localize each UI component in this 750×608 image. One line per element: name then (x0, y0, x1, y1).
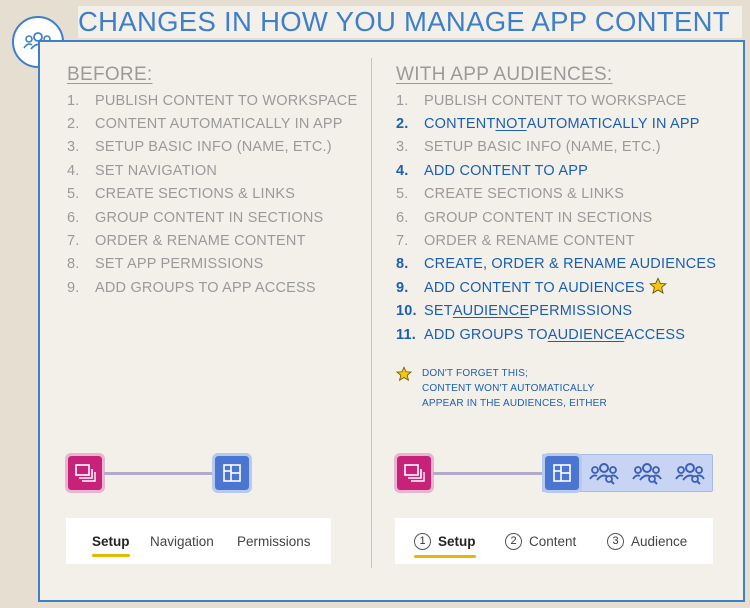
star-icon (649, 277, 667, 299)
step-number-badge: 3 (607, 533, 624, 550)
after-tab-bar (395, 518, 713, 564)
after-step: 5. CREATE SECTIONS & LINKS (396, 186, 625, 203)
tab-navigation[interactable]: Navigation (150, 533, 214, 549)
step-number-badge: 2 (505, 533, 522, 550)
column-divider (371, 58, 372, 568)
after-step: 7. ORDER & RENAME CONTENT (396, 233, 635, 250)
after-step: 6. GROUP CONTENT IN SECTIONS (396, 209, 653, 226)
before-step: 5. CREATE SECTIONS & LINKS (67, 186, 296, 203)
tab-setup[interactable]: Setup (92, 533, 130, 549)
tab-audience[interactable]: 3 Audience (607, 533, 687, 550)
before-heading: BEFORE: (67, 64, 153, 85)
before-step: 6. GROUP CONTENT IN SECTIONS (67, 209, 324, 226)
audience-icon (632, 459, 662, 487)
app-icon (215, 456, 249, 490)
tab-permissions[interactable]: Permissions (237, 533, 311, 549)
tab-setup[interactable]: 1 Setup (414, 533, 476, 550)
before-step: 9. ADD GROUPS TO APP ACCESS (67, 279, 316, 296)
after-step: 9. ADD CONTENT TO AUDIENCES (396, 276, 716, 299)
note-line: CONTENT WON'T AUTOMATICALLY (422, 383, 595, 394)
after-step: 3. SETUP BASIC INFO (NAME, ETC.) (396, 139, 661, 156)
audience-icon (589, 459, 619, 487)
before-step: 1. PUBLISH CONTENT TO WORKSPACE (67, 92, 358, 109)
before-tab-bar (66, 518, 331, 564)
workspace-content-icon (397, 456, 431, 490)
audience-icon (675, 459, 705, 487)
before-step: 3. SETUP BASIC INFO (NAME, ETC.) (67, 139, 332, 156)
page-title: CHANGES IN HOW YOU MANAGE APP CONTENT (78, 6, 742, 38)
before-step-list (67, 89, 357, 300)
connector-line (104, 472, 214, 475)
note-line: APPEAR IN THE AUDIENCES, EITHER (422, 398, 607, 409)
before-step: 4. SET NAVIGATION (67, 162, 218, 179)
note-line: DON'T FORGET THIS; (422, 368, 529, 379)
after-heading: WITH APP AUDIENCES: (396, 64, 613, 85)
before-step: 8. SET APP PERMISSIONS (67, 256, 264, 273)
after-step: 10. SET AUDIENCE PERMISSIONS (396, 303, 633, 320)
step-number-badge: 1 (414, 533, 431, 550)
star-icon (396, 366, 412, 411)
after-step: 2. CONTENT NOT AUTOMATICALLY IN APP (396, 116, 700, 133)
tab-content[interactable]: 2 Content (505, 533, 576, 550)
connector-line (433, 472, 543, 475)
after-step: 1. PUBLISH CONTENT TO WORKSPACE (396, 92, 687, 109)
after-step: 8. CREATE, ORDER & RENAME AUDIENCES (396, 256, 717, 273)
reminder-note (396, 366, 607, 411)
after-step: 4. ADD CONTENT TO APP (396, 162, 588, 179)
after-step-list (396, 89, 716, 346)
app-icon (545, 456, 579, 490)
after-step: 11. ADD GROUPS TO AUDIENCE ACCESS (396, 326, 686, 343)
workspace-content-icon (68, 456, 102, 490)
before-step: 7. ORDER & RENAME CONTENT (67, 233, 306, 250)
before-step: 2. CONTENT AUTOMATICALLY IN APP (67, 116, 343, 133)
